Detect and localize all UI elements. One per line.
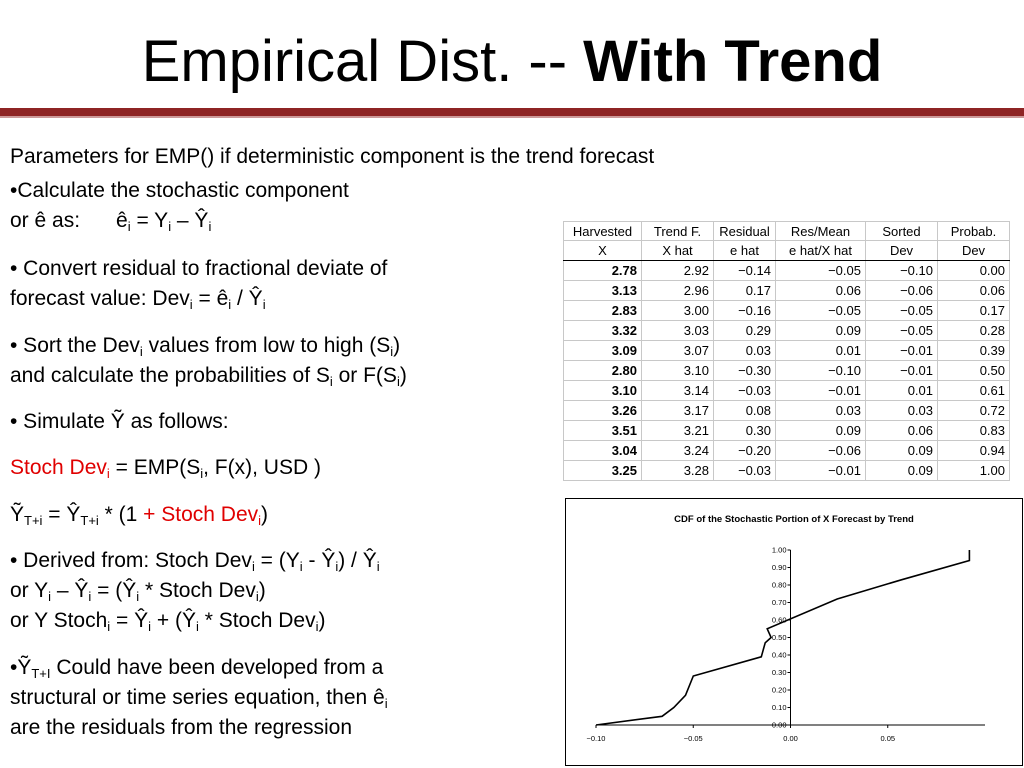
table-row [564, 361, 1010, 381]
bullet-sort-line1 [10, 331, 400, 361]
text-run: = Y [130, 209, 169, 232]
text-run: and calculate the probabilities of S [10, 364, 330, 387]
table-subheader-cell: Dev [938, 241, 1010, 261]
cdf-chart [565, 498, 1023, 766]
text-run: * Stoch Dev [139, 579, 256, 602]
table-cell: 0.83 [938, 421, 1010, 441]
bullet-calc-line1: •Calculate the stochastic component [10, 179, 349, 202]
text-run: or F(S [332, 364, 397, 387]
table-cell: 3.03 [642, 321, 714, 341]
subscript: i [139, 344, 143, 359]
table-cell: 3.21 [642, 421, 714, 441]
table-cell: 2.92 [642, 261, 714, 281]
table-header-cell: Trend F. [642, 222, 714, 241]
table-cell: 3.13 [564, 281, 642, 301]
table-cell: 0.28 [938, 321, 1010, 341]
y-tick-label: 0.10 [771, 703, 787, 712]
subscript: i [390, 344, 394, 359]
table-cell: 2.96 [642, 281, 714, 301]
table-cell: 0.03 [866, 401, 938, 421]
table-cell: 0.01 [866, 381, 938, 401]
intro-text: Parameters for EMP() if deterministic component is the trend forecast [10, 145, 655, 168]
table-cell: 0.29 [714, 321, 776, 341]
structural-line1 [10, 653, 383, 683]
text-run: - Ŷ [302, 549, 336, 572]
derived-line1 [10, 546, 380, 576]
table-cell: −0.05 [866, 321, 938, 341]
table-cell: 3.04 [564, 441, 642, 461]
subscript: i [136, 589, 140, 604]
table-cell: −0.10 [866, 261, 938, 281]
table-cell: 0.09 [866, 461, 938, 481]
table-cell: 0.61 [938, 381, 1010, 401]
text-run: = Ŷ [42, 503, 81, 526]
header-row-1 [564, 222, 1010, 241]
table-cell: 0.94 [938, 441, 1010, 461]
chart-title: CDF of the Stochastic Portion of X Forecast by Trend [674, 514, 914, 525]
ytilde-formula [10, 500, 268, 530]
table-subheader-cell: e hat [714, 241, 776, 261]
subscript: i [107, 619, 111, 634]
table-cell: 3.14 [642, 381, 714, 401]
table-row [564, 461, 1010, 481]
text-run: structural or time series equation, then ê [10, 686, 385, 709]
table-cell: −0.16 [714, 301, 776, 321]
text-run: • Sort the Dev [10, 334, 140, 357]
text-run: ) [261, 503, 269, 526]
subscript: i [335, 559, 339, 574]
bullet-convert-line2 [10, 284, 266, 314]
table-cell: 3.07 [642, 341, 714, 361]
subscript: i [396, 374, 400, 389]
text-run: * (1 [98, 503, 144, 526]
table-cell: 1.00 [938, 461, 1010, 481]
text-run: = EMP(S [109, 456, 201, 479]
subscript: i [200, 466, 204, 481]
text-run: values from low to high (S [142, 334, 391, 357]
table-cell: 3.10 [642, 361, 714, 381]
table-subheader-cell: X hat [642, 241, 714, 261]
text-run: * Stoch Dev [198, 609, 316, 632]
derived-line2 [10, 576, 266, 606]
subscript: i [189, 297, 193, 312]
subscript: i [88, 589, 92, 604]
bullet-calc-line2 [10, 206, 211, 236]
table-cell: −0.05 [776, 261, 866, 281]
x-tick-label: 0.05 [880, 734, 896, 743]
header-row-2 [564, 241, 1010, 261]
subscript: i [315, 619, 319, 634]
subscript: i [376, 559, 380, 574]
text-run: = Ŷ [110, 609, 149, 632]
text-run: or Y Stoch [10, 609, 108, 632]
table-header-cell: Residual [714, 222, 776, 241]
text-run: + (Ŷ [151, 609, 196, 632]
table-cell: −0.20 [714, 441, 776, 461]
stoch-dev-formula [10, 453, 321, 483]
text-run: = ê [192, 287, 229, 310]
table-cell: 3.17 [642, 401, 714, 421]
text-run: – Ŷ [171, 209, 209, 232]
title-divider [0, 108, 1024, 116]
table-header-cell: Probab. [938, 222, 1010, 241]
y-tick-label: 0.20 [771, 685, 787, 695]
structural-line2 [10, 683, 388, 713]
y-tick-label: 0.60 [771, 615, 787, 625]
table-cell: 0.39 [938, 341, 1010, 361]
table-cell: 2.78 [564, 261, 642, 281]
subscript: i [127, 219, 131, 234]
text-run: = (Y [254, 549, 300, 572]
title-bold: With Trend [583, 29, 883, 94]
table-row [564, 341, 1010, 361]
subscript: i [258, 513, 262, 528]
text-run: • Derived from: Stoch Dev [10, 549, 252, 572]
y-tick-label: 1.00 [771, 545, 787, 555]
table-row [564, 261, 1010, 281]
table-cell: 3.26 [564, 401, 642, 421]
text-run: ) / Ŷ [338, 549, 377, 572]
table-cell: 3.25 [564, 461, 642, 481]
table-cell: −0.05 [866, 301, 938, 321]
y-tick-label: 0.50 [771, 633, 787, 642]
subscript: T+i [80, 513, 99, 528]
table-cell: 2.80 [564, 361, 642, 381]
subscript: i [208, 219, 212, 234]
table-row [564, 301, 1010, 321]
text-run: ) [393, 334, 401, 357]
subscript: T+I [31, 666, 51, 681]
text-run: / Ŷ [231, 287, 263, 310]
subscript: i [299, 559, 303, 574]
table-cell: −0.01 [776, 381, 866, 401]
text-run: ) [399, 364, 407, 387]
table-cell: −0.01 [866, 361, 938, 381]
table-cell: 0.09 [866, 441, 938, 461]
text-run: Ỹ [10, 503, 25, 526]
table-cell: 3.28 [642, 461, 714, 481]
table-cell: 0.03 [714, 341, 776, 361]
table-cell: 0.06 [938, 281, 1010, 301]
slide-title [0, 22, 1024, 102]
table-header-cell: Harvested [564, 222, 642, 241]
subscript: i [106, 466, 110, 481]
table-cell: −0.06 [776, 441, 866, 461]
text-run: •Ỹ [10, 656, 32, 679]
table-header-cell: Res/Mean [776, 222, 866, 241]
table-cell: −0.06 [866, 281, 938, 301]
derived-line3 [10, 606, 325, 636]
table-cell: 0.00 [938, 261, 1010, 281]
text-run: ) [318, 609, 326, 632]
table-subheader-cell: e hat/X hat [776, 241, 866, 261]
table-cell: 0.17 [714, 281, 776, 301]
table-cell: 0.06 [866, 421, 938, 441]
table-subheader-cell: X [564, 241, 642, 261]
text-run-red: Stoch Dev [10, 456, 107, 479]
y-tick-label: 0.30 [771, 668, 787, 677]
x-tick-label: −0.05 [683, 734, 703, 743]
table-cell: −0.03 [714, 461, 776, 481]
subscript: i [168, 219, 172, 234]
table-cell: 3.24 [642, 441, 714, 461]
subscript: i [329, 374, 333, 389]
table-cell: 0.50 [938, 361, 1010, 381]
table-row [564, 381, 1010, 401]
table-header-cell: Sorted [866, 222, 938, 241]
subscript: i [195, 619, 199, 634]
x-tick-label: −0.10 [586, 734, 606, 743]
table-cell: −0.03 [714, 381, 776, 401]
text-run: or Y [10, 579, 49, 602]
y-tick-label: 0.40 [771, 650, 787, 660]
y-tick-label: 0.00 [771, 720, 787, 730]
table-cell: 2.83 [564, 301, 642, 321]
subscript: i [251, 559, 255, 574]
table-cell: 0.09 [776, 321, 866, 341]
table-cell: 0.08 [714, 401, 776, 421]
text-run-red: + Stoch Dev [143, 503, 259, 526]
table-cell: 3.09 [564, 341, 642, 361]
table-cell: −0.10 [776, 361, 866, 381]
table-cell: 0.17 [938, 301, 1010, 321]
table-cell: 0.30 [714, 421, 776, 441]
bullet-simulate: • Simulate Ỹ as follows: [10, 410, 229, 433]
table-row [564, 421, 1010, 441]
table-cell: 0.03 [776, 401, 866, 421]
subscript: i [384, 696, 388, 711]
table-cell: 0.72 [938, 401, 1010, 421]
text-run: Could have been developed from a [50, 656, 384, 679]
subscript: i [262, 297, 266, 312]
table-subheader-cell: Dev [866, 241, 938, 261]
text-run: – Ŷ [51, 579, 89, 602]
y-tick-label: 0.80 [771, 580, 787, 590]
bullet-convert-line1: • Convert residual to fractional deviate of [10, 257, 388, 280]
table-cell: −0.01 [866, 341, 938, 361]
table-cell: −0.05 [776, 301, 866, 321]
table-row [564, 401, 1010, 421]
table-cell: 3.32 [564, 321, 642, 341]
text-run: , F(x), USD ) [203, 456, 321, 479]
subscript: T+i [24, 513, 43, 528]
table-cell: −0.01 [776, 461, 866, 481]
subscript: i [48, 589, 52, 604]
empirical-table [563, 221, 1010, 481]
table-body [564, 261, 1010, 481]
subscript: i [228, 297, 232, 312]
table-cell: 3.10 [564, 381, 642, 401]
text-run: forecast value: Dev [10, 287, 190, 310]
text-run: or ê as: [10, 209, 81, 232]
table-row [564, 321, 1010, 341]
table-cell: 3.51 [564, 421, 642, 441]
table-cell: −0.14 [714, 261, 776, 281]
bullet-sort-line2 [10, 361, 407, 391]
table-cell: 3.00 [642, 301, 714, 321]
title-regular: Empirical Dist. -- [141, 29, 584, 94]
table-cell: 0.06 [776, 281, 866, 301]
subscript: i [255, 589, 259, 604]
table-cell: 0.01 [776, 341, 866, 361]
text-run: ê [116, 209, 128, 232]
title-divider-shadow [0, 116, 1024, 118]
table-row [564, 441, 1010, 461]
table-cell: 0.09 [776, 421, 866, 441]
y-tick-label: 0.90 [771, 563, 787, 572]
text-run: = (Ŷ [91, 579, 137, 602]
text-run: ) [258, 579, 266, 602]
subscript: i [148, 619, 152, 634]
table-row [564, 281, 1010, 301]
y-tick-label: 0.70 [771, 598, 787, 607]
table-cell: −0.30 [714, 361, 776, 381]
x-tick-label: 0.00 [783, 734, 798, 743]
structural-line3: are the residuals from the regression [10, 716, 352, 739]
